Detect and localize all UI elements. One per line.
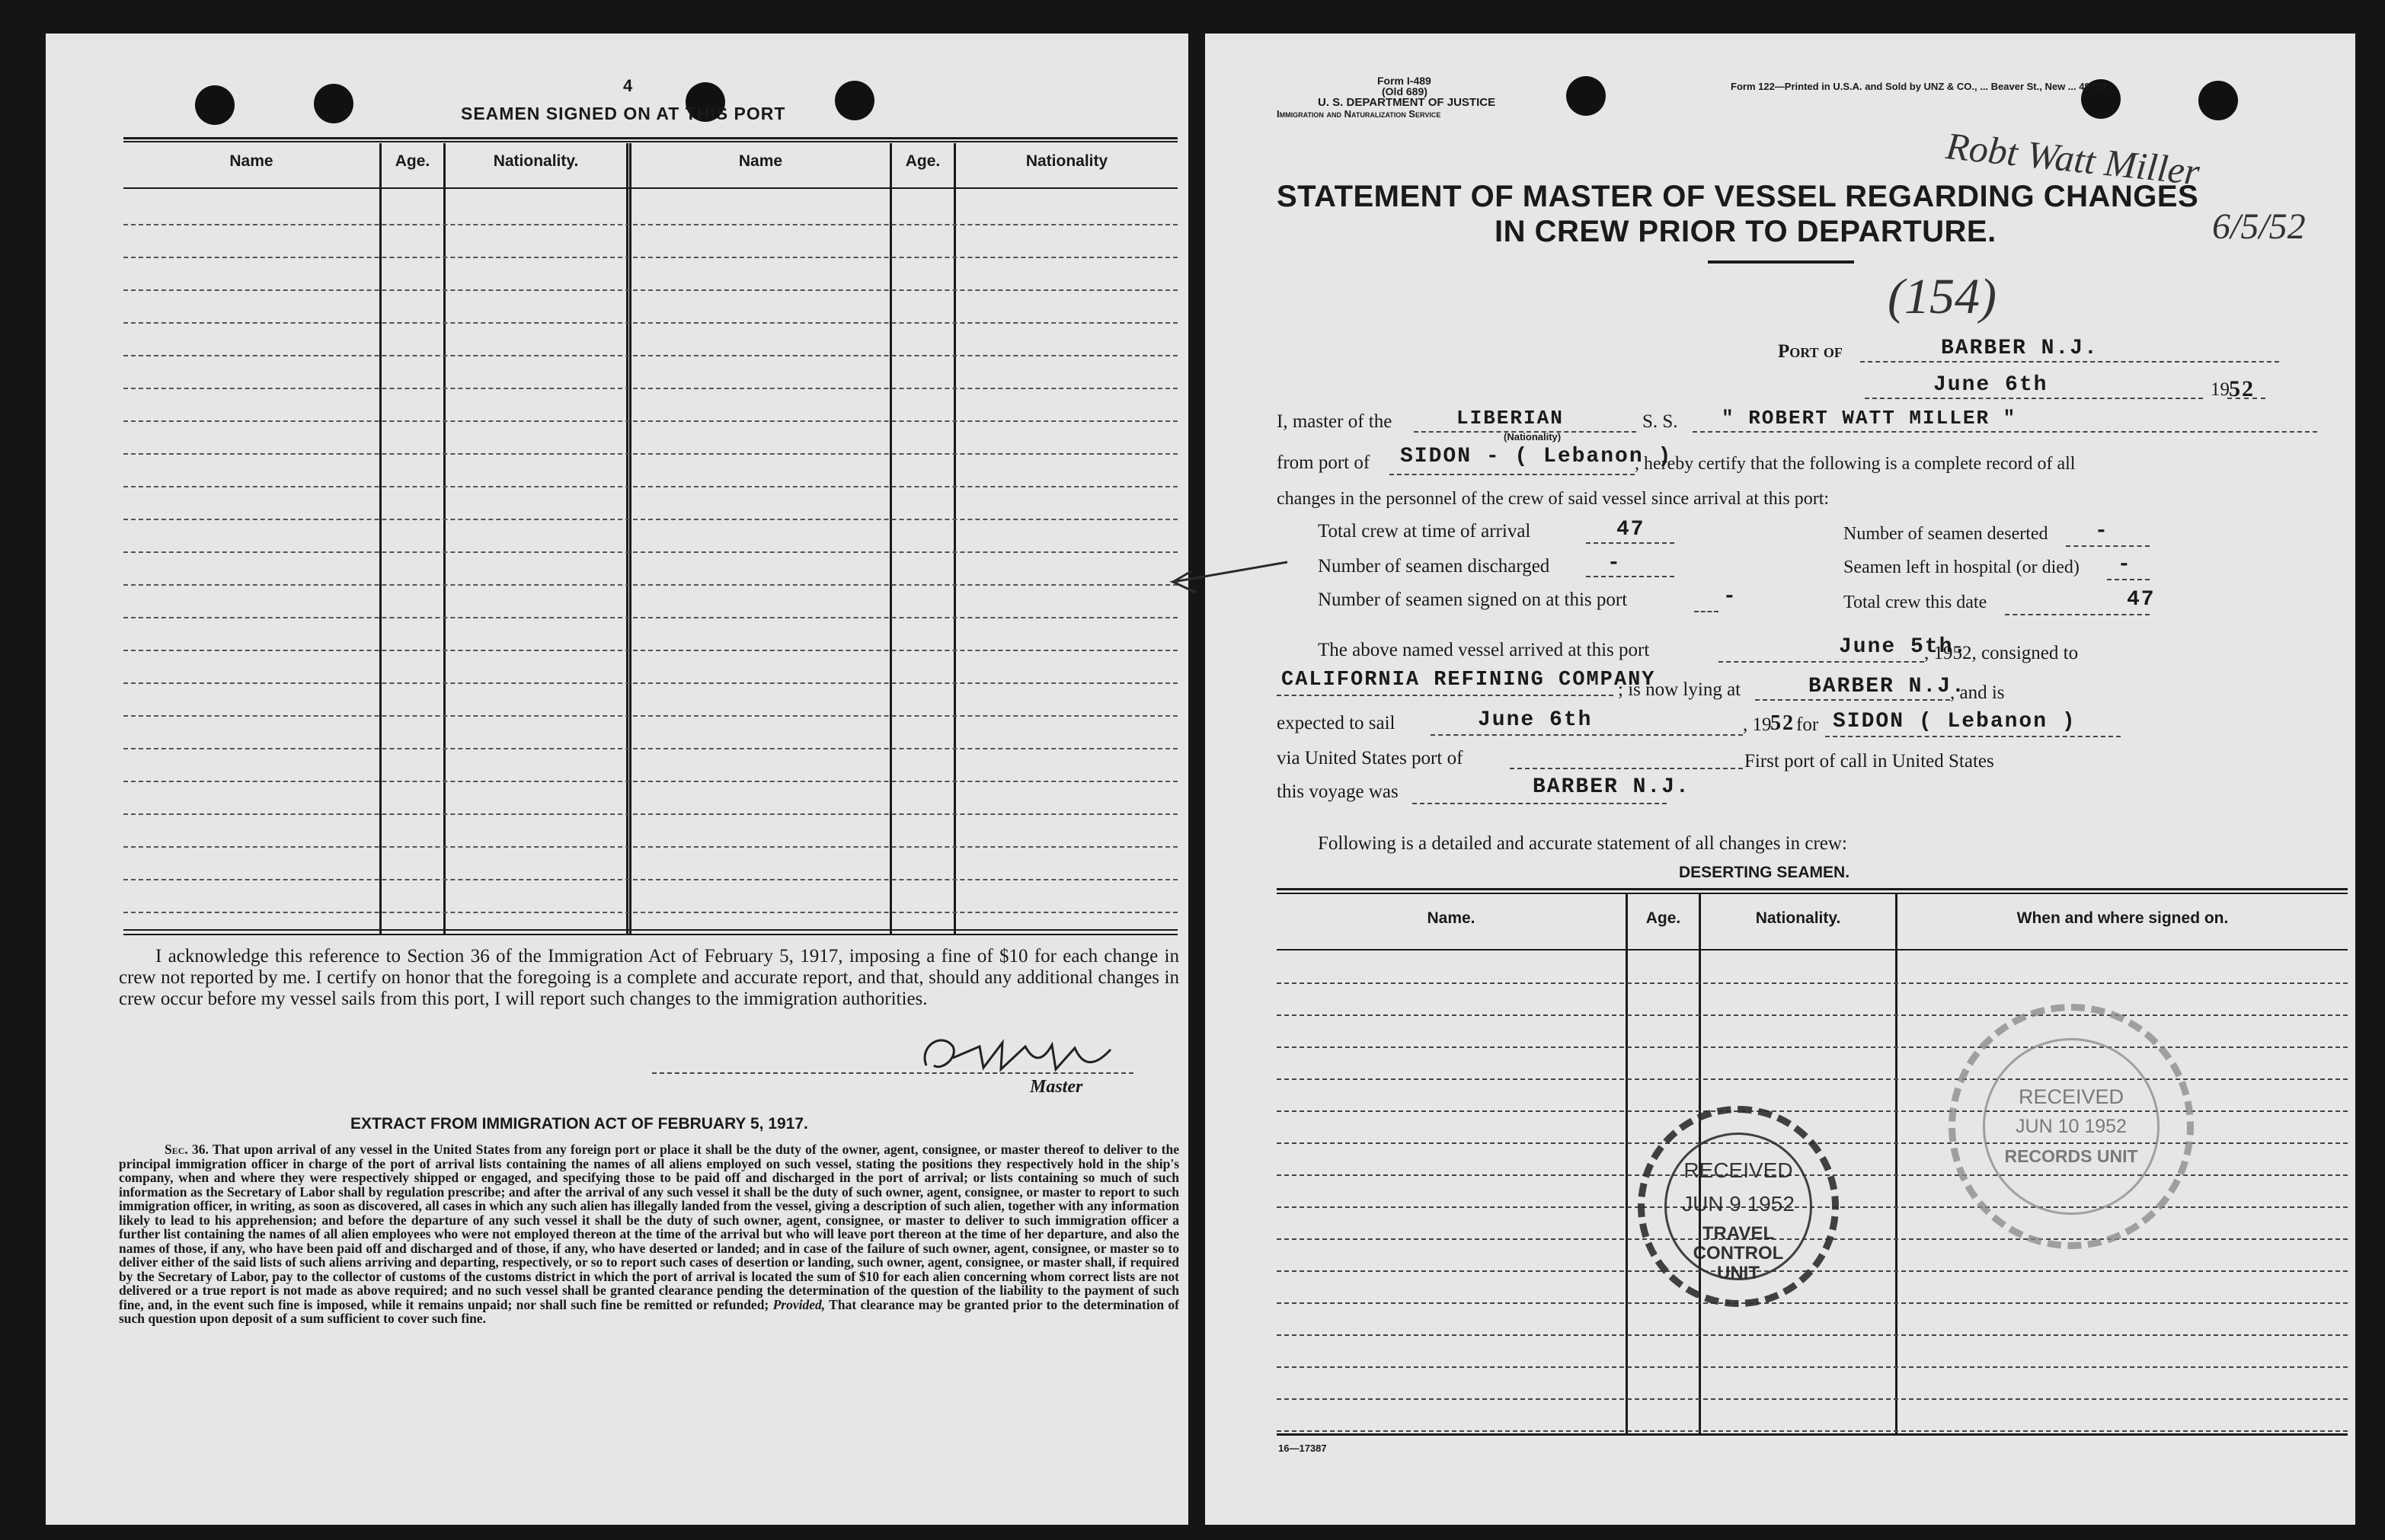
- from-port-label: from port of: [1277, 452, 1370, 473]
- sail-destination-value: SIDON ( Lebanon ): [1833, 710, 2076, 733]
- sail-year-value: 52: [1770, 711, 1795, 735]
- table-row: [123, 846, 1178, 848]
- date-value: June 6th: [1933, 373, 2048, 397]
- printer-note: Form 122—Printed in U.S.A. and Sold by UNZ & CO., ... Beaver St., New ... 49773: [1731, 81, 2107, 92]
- extract-body: That upon arrival of any vessel in the United States from any foreign port or place it shall be the duty of the owner, agent, consignee, or master thereof to deliver to the principal immigration officer in charge of the port of arrival lists containing the names of all aliens employed on such vessel, stating the positions they respectively hold in the ship's company, when and where they were respectively shipped or engaged, and specifying those to be paid off and discharged in the port of arrival; or lists containing so much of such information as the Secretary of Labor shall by regulation prescribe; and after the arrival of any such vessel it shall be the duty of such owner, agent, consignee, or master to report to such immigration officer, in writing, as soon as discovered, all cases in which any such alien has illegally landed from the vessel, giving a description of such alien, together with any information likely to lead to his apprehension; and before the departure of any such vessel it shall be the duty of such owner, agent, consignee, or master to deliver to such immigration officer a further list containing the names of all alien employees who were not employed thereon at the time of the arrival but who will leave port thereon at the time of her departure, and also the names of those, if any, who have been paid off and discharged and of those, if any, who have deserted or landed; and in case of the failure of such owner, agent, consignee, or master so to deliver either of the said lists of such aliens arriving and departing, respectively, or so to report such cases of desertion or landing, such owner, agent, consignee, or master shall, if required by the Secretary of Labor, pay to the collector of customs of the customs district in which the port of arrival is located the sum of $10 for each alien concerning whom correct lists are not delivered or a true report is not made as above required; and no such vessel shall be granted clearance pending the determination of the question of the liability to the payment of such fine, and, in the event such fine is imposed, while it remains unpaid; nor shall such fine be remitted or refunded;: [119, 1142, 1180, 1312]
- form-old-number: (Old 689): [1382, 85, 1427, 97]
- port-label: Port of: [1778, 341, 1843, 362]
- table-row: [123, 388, 1178, 389]
- table-row: [1277, 1430, 2348, 1432]
- table-row: [1277, 1334, 2348, 1336]
- arrived-label: The above named vessel arrived at this port: [1318, 640, 1650, 660]
- total-crew-arrival-label: Total crew at time of arrival: [1318, 521, 1531, 542]
- lying-value: BARBER N.J.: [1808, 675, 1966, 698]
- handwritten-file-number: (154): [1888, 269, 1997, 324]
- column-header-age: Age.: [395, 152, 430, 170]
- table-row: [1277, 1078, 2348, 1080]
- port-value: BARBER N.J.: [1941, 337, 2099, 360]
- form-number: Form I-489: [1377, 75, 1431, 87]
- total-crew-date-value: 47: [2127, 588, 2156, 612]
- table-row: [123, 650, 1178, 651]
- form-title-line1: STATEMENT OF MASTER OF VESSEL REGARDING CHANGES: [1277, 180, 2199, 213]
- deserting-column-signed-on: When and where signed on.: [2016, 909, 2229, 927]
- from-port-value: SIDON - ( Lebanon ): [1400, 445, 1673, 468]
- table-row: [1277, 1014, 2348, 1016]
- stamp2-unit: RECORDS UNIT: [2004, 1146, 2138, 1166]
- year-prefix: 19: [2211, 379, 2230, 400]
- sail-label: expected to sail: [1277, 713, 1396, 733]
- signed-on-label: Number of seamen signed on at this port: [1318, 589, 1628, 610]
- table-row: [123, 289, 1178, 291]
- received-stamp-travel-control: [1638, 1106, 1839, 1307]
- punch-hole-icon: [195, 85, 235, 125]
- lying-label: ; is now lying at: [1618, 679, 1741, 700]
- sail-year-prefix: , 19: [1743, 714, 1772, 735]
- table-row: [123, 879, 1178, 880]
- table-row: [123, 813, 1178, 815]
- column-header-name-2: Name: [738, 152, 783, 170]
- handwritten-date: 6/5/52: [2212, 206, 2306, 247]
- signed-on-value: -: [1723, 585, 1738, 609]
- column-header-nationality-2: Nationality: [1025, 152, 1108, 170]
- first-port-label: First port of call in United States: [1744, 751, 1994, 772]
- table-row: [123, 748, 1178, 749]
- extract-lead: Sec. 36.: [165, 1142, 209, 1157]
- master-signature: [911, 1024, 1140, 1085]
- total-crew-date-label: Total crew this date: [1843, 593, 1987, 612]
- footer-code: 16—17387: [1278, 1443, 1327, 1454]
- year-value: 52: [2229, 376, 2255, 401]
- vessel-name-value: " ROBERT WATT MILLER ": [1722, 407, 2017, 430]
- extract-provided: Provided,: [772, 1296, 826, 1312]
- discharged-label: Number of seamen discharged: [1318, 556, 1550, 577]
- deserted-label: Number of seamen deserted: [1843, 524, 2048, 544]
- consignee-value: CALIFORNIA REFINING COMPANY: [1281, 669, 1656, 692]
- column-header-nationality: Nationality.: [493, 152, 579, 170]
- sail-for-label: for: [1796, 714, 1819, 735]
- extract-title: EXTRACT FROM IMMIGRATION ACT OF FEBRUARY 5, 1917.: [350, 1115, 808, 1133]
- changes-text: changes in the personnel of the crew of said vessel since arrival at this port:: [1277, 489, 1830, 509]
- punch-hole-icon: [835, 81, 874, 120]
- following-text: Following is a detailed and accurate statement of all changes in crew:: [1318, 833, 1847, 854]
- pencil-mark-icon: [1150, 548, 1295, 602]
- department-name: U. S. DEPARTMENT OF JUSTICE: [1318, 96, 1496, 109]
- left-page: [46, 34, 1188, 1525]
- table-row: [123, 420, 1178, 422]
- hospital-value: -: [2118, 553, 2132, 577]
- table-row: [123, 519, 1178, 520]
- punch-hole-icon: [1566, 76, 1606, 116]
- table-row: [1277, 1366, 2348, 1368]
- column-header-name: Name: [229, 152, 273, 170]
- stamp1-received: RECEIVED: [1683, 1158, 1793, 1182]
- table-row: [1277, 1302, 2348, 1304]
- table-row: [123, 551, 1178, 553]
- arrived-value: June 5th.: [1839, 635, 1968, 659]
- voyage-label: this voyage was: [1277, 781, 1399, 802]
- arrived-year: , 1952, consigned to: [1924, 643, 2079, 663]
- table-row: [1277, 982, 2348, 984]
- stamp1-date: JUN 9 1952: [1682, 1192, 1795, 1216]
- table-row: [1277, 1046, 2348, 1048]
- deserting-column-name: Name.: [1427, 909, 1475, 927]
- received-stamp-records-unit: [1949, 1004, 2194, 1249]
- table-row: [1277, 1398, 2348, 1400]
- table-row: [123, 617, 1178, 618]
- stamp2-date: JUN 10 1952: [2016, 1116, 2127, 1137]
- deserting-column-nationality: Nationality.: [1755, 909, 1841, 927]
- ss-label: S. S.: [1642, 411, 1678, 432]
- master-label: Master: [1030, 1077, 1083, 1097]
- stamp1-unit: TRAVEL CONTROL UNIT: [1693, 1223, 1784, 1283]
- column-header-age-2: Age.: [905, 152, 941, 170]
- form-title-line2: IN CREW PRIOR TO DEPARTURE.: [1495, 215, 1997, 248]
- lying-tail: , and is: [1950, 682, 2005, 703]
- total-crew-arrival-value: 47: [1616, 518, 1645, 542]
- right-page: [1205, 34, 2355, 1525]
- table-row: [123, 486, 1178, 487]
- master-of-label: I, master of the: [1277, 411, 1392, 432]
- certification-text: I acknowledge this reference to Section 36 of the Immigration Act of February 5, 1917, imposing a fine of $10 for each change in crew not reported by me. I certify on honor that the foregoing is a complete and accurate report, and that, should any additional changes in crew occur before my vessel sails from this port, I will report such changes to the immigration authorities.: [119, 946, 1179, 1009]
- table-row: [123, 224, 1178, 225]
- section-title: SEAMEN SIGNED ON AT THIS PORT: [461, 104, 786, 123]
- via-label: via United States port of: [1277, 748, 1463, 768]
- table-row: [123, 682, 1178, 684]
- table-row: [123, 912, 1178, 913]
- nationality-value: LIBERIAN: [1456, 407, 1564, 430]
- table-row: [123, 715, 1178, 717]
- hospital-label: Seamen left in hospital (or died): [1843, 558, 2080, 577]
- nationality-caption: (Nationality): [1504, 431, 1562, 443]
- stamp2-received: RECEIVED: [2018, 1085, 2124, 1108]
- table-row: [123, 584, 1178, 586]
- certify-text: , hereby certify that the following is a complete record of all: [1635, 454, 2076, 474]
- extract-tail: That clearance may be granted prior to the determination of such question upon deposit of a sum sufficient to cover such fine.: [119, 1296, 1180, 1326]
- extract-text: [119, 1142, 1179, 1326]
- discharged-value: -: [1607, 551, 1622, 575]
- table-row: [123, 781, 1178, 782]
- service-name: Immigration and Naturalization Service: [1277, 108, 1441, 120]
- sail-value: June 6th: [1478, 708, 1593, 732]
- table-row: [123, 453, 1178, 455]
- punch-hole-icon: [314, 84, 353, 123]
- deserting-title: DESERTING SEAMEN.: [1679, 864, 1850, 881]
- table-row: [123, 257, 1178, 258]
- deserting-column-age: Age.: [1645, 909, 1681, 927]
- deserted-value: -: [2095, 519, 2109, 543]
- table-row: [123, 322, 1178, 324]
- voyage-value: BARBER N.J.: [1533, 775, 1690, 799]
- handwritten-vessel-name: Robt Watt Miller: [1944, 123, 2202, 193]
- page-number: 4: [623, 76, 633, 95]
- table-row: [123, 355, 1178, 356]
